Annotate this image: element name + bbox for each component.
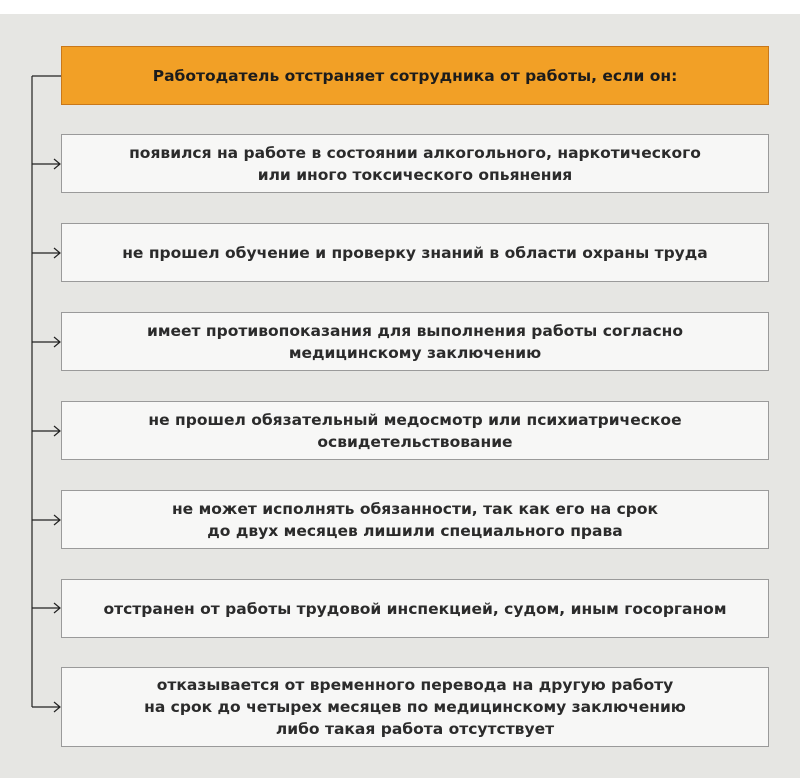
header-box: Работодатель отстраняет сотрудника от работы, если он: [61, 46, 769, 105]
condition-box-4: не прошел обязательный медосмотр или психиатрическое освидетельствование [61, 401, 769, 460]
condition-box-7: отказывается от временного перевода на другую работу на срок до четырех месяцев по медицинскому заключению либо такая работа отсутствует [61, 667, 769, 747]
arrow-group [32, 159, 60, 712]
condition-box-6: отстранен от работы трудовой инспекцией, судом, иным госорганом [61, 579, 769, 638]
condition-box-1: появился на работе в состоянии алкогольного, наркотического или иного токсического опьянения [61, 134, 769, 193]
condition-box-3: имеет противопоказания для выполнения работы согласно медицинскому заключению [61, 312, 769, 371]
condition-box-5: не может исполнять обязанности, так как его на срок до двух месяцев лишили специального права [61, 490, 769, 549]
condition-box-2: не прошел обучение и проверку знаний в области охраны труда [61, 223, 769, 282]
